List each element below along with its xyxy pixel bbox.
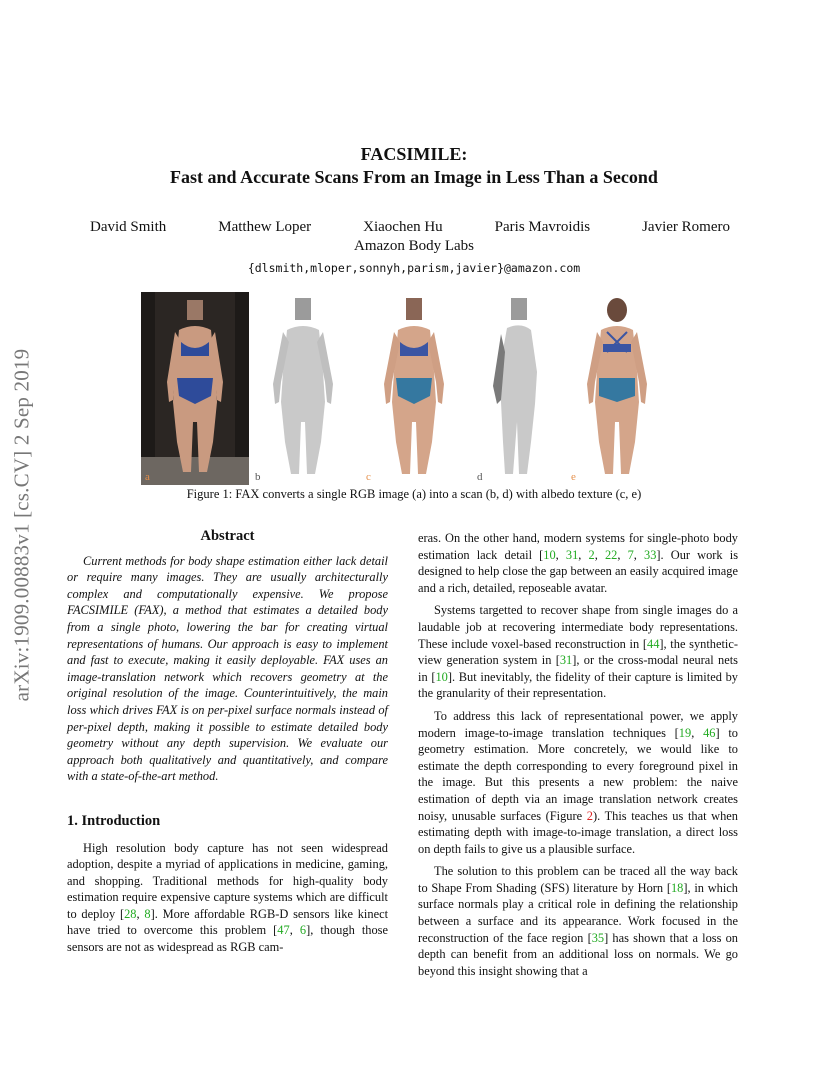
citation-link[interactable]: 10 [543,547,556,562]
side-scan-figure [473,292,563,485]
panel-label: d [477,471,483,483]
citation-link[interactable]: 31 [565,547,579,562]
textured-scan-figure [362,292,467,485]
citation-link[interactable]: 18 [670,880,684,895]
panel-label: e [571,471,576,483]
paper-title-line2: Fast and Accurate Scans From an Image in Less Than a Second [170,167,658,187]
panel-label: b [255,471,261,483]
affiliation: Amazon Body Labs [354,238,474,254]
paper-title-line1: FACSIMILE: [360,144,468,164]
body-paragraph: Systems targetted to recover shape from single images do a laudable job at recovering intermediate body representations. These include voxel-based reconstruction in [44], the synthetic-view generation system in [31], or the cross-modal neural nets in [10]. But inevitably, the fidelity of their capture is limited by the granularity of their representation. [418,603,738,701]
author-name: Matthew Loper [218,219,312,235]
intro-paragraph: High resolution body capture has not seen widespread adoption, despite a myriad of applications in medicine, gaming, and shopping. Traditional methods for high-quality body estimation require expensive capture systems which are difficult to deploy [28, 8]. More affordable RGB-D sensors like kinect have tried to overcome this problem [47, 6], though those sensors are not as widespread as RGB cam- [67,840,389,955]
author-list [90,219,730,236]
figure-panel-a [141,292,249,485]
intro-heading: 1. Introduction [67,812,161,829]
panel-label: a [145,471,150,483]
left-column [67,528,388,956]
author-name: Paris Mavroidis [494,219,591,235]
figure-caption: Figure 1: FAX converts a single RGB image (a) into a scan (b, d) with albedo texture (c, e) [186,487,642,501]
body-paragraph: To address this lack of representational power, we apply modern image-to-image translation techniques [19, 46] to geometry estimation. More concretely, we would like to estimate the depth corresponding to every foreground pixel in the image. But this presents a new problem: the naive estimation of depth via an image translation network creates noisy, unusable surfaces (Figure 2). This teaches us that when estimating depth with image-to-image translation, a direct loss on depth fails to give us a plausible surface. [418,708,738,856]
right-column [418,530,738,979]
citation-link[interactable]: 10 [435,669,448,684]
citation-link[interactable]: 33 [644,547,657,562]
figure-ref-link[interactable]: 2 [586,808,593,823]
citation-link[interactable]: 19 [678,725,692,740]
figure-panel-c [362,292,467,485]
author-name: Xiaochen Hu [363,219,443,235]
citation-link[interactable]: 44 [647,636,660,651]
body-paragraph: The solution to this problem can be traced all the way back to Shape From Shading (SFS) literature by Horn [18], in which surface normals play a critical role in defining the relationship between a surface and its appearance. Work focused in the reconstruction of the face region [35] has shown that a loss on depth can benefit from an additional loss on normals. We go beyond this insight showing that a [418,864,738,978]
body-paragraph: eras. On the other hand, modern systems for single-photo body estimation lack detail [10, 31, 2, 22, 7, 33]. Our work is designed to help close the gap between an easily acquired image and a rich, detailed, reposeable avatar. [418,531,739,595]
grey-scan-figure [251,292,356,485]
author-emails: {dlsmith,mloper,sonnyh,parism,javier}@amazon.com [247,261,581,275]
panel-label: c [366,471,371,483]
citation-link[interactable]: 22 [604,547,618,562]
citation-link[interactable]: 7 [627,547,634,562]
abstract-heading: Abstract [200,528,255,544]
citation-link[interactable]: 47 [277,923,290,938]
back-view-figure [567,292,663,485]
photo-person-figure [141,292,249,485]
author-name: David Smith [90,219,167,235]
figure-panel-e [567,292,663,485]
citation-link[interactable]: 31 [559,653,573,668]
citation-link[interactable]: 35 [591,930,605,945]
abstract-text: Current methods for body shape estimation either lack detail or require many images. They are usually architecturally complex and computationally expensive. We propose FACSIMILE (FAX), a method that estimates a detailed body from a single photo, lowering the bar for creating virtual representations of humans. Our approach is easy to implement and fast to execute, making it easily deployable. FAX uses an image-translation network which recovers geometry at the original resolution of the image. Counterintuitively, the main loss which drives FAX is on per-pixel surface normals instead of per-pixel depth, making it possible to estimate detailed body geometry without any depth supervision. We evaluate our approach both qualitatively and quantitatively, and compare with a state-of-the-art method. [67,553,388,784]
citation-link[interactable]: 6 [299,923,307,938]
citation-link[interactable]: 28 [124,906,137,921]
figure-panel-d [473,292,563,485]
arxiv-stamp [4,290,40,760]
citation-link[interactable]: 46 [703,725,716,740]
arxiv-stamp-text: arXiv:1909.00883v1 [cs.CV] 2 Sep 2019 [9,348,34,702]
figure-panel-b [251,292,356,485]
citation-link[interactable]: 2 [588,547,595,562]
author-name: Javier Romero [642,219,730,235]
citation-link[interactable]: 8 [144,906,151,921]
